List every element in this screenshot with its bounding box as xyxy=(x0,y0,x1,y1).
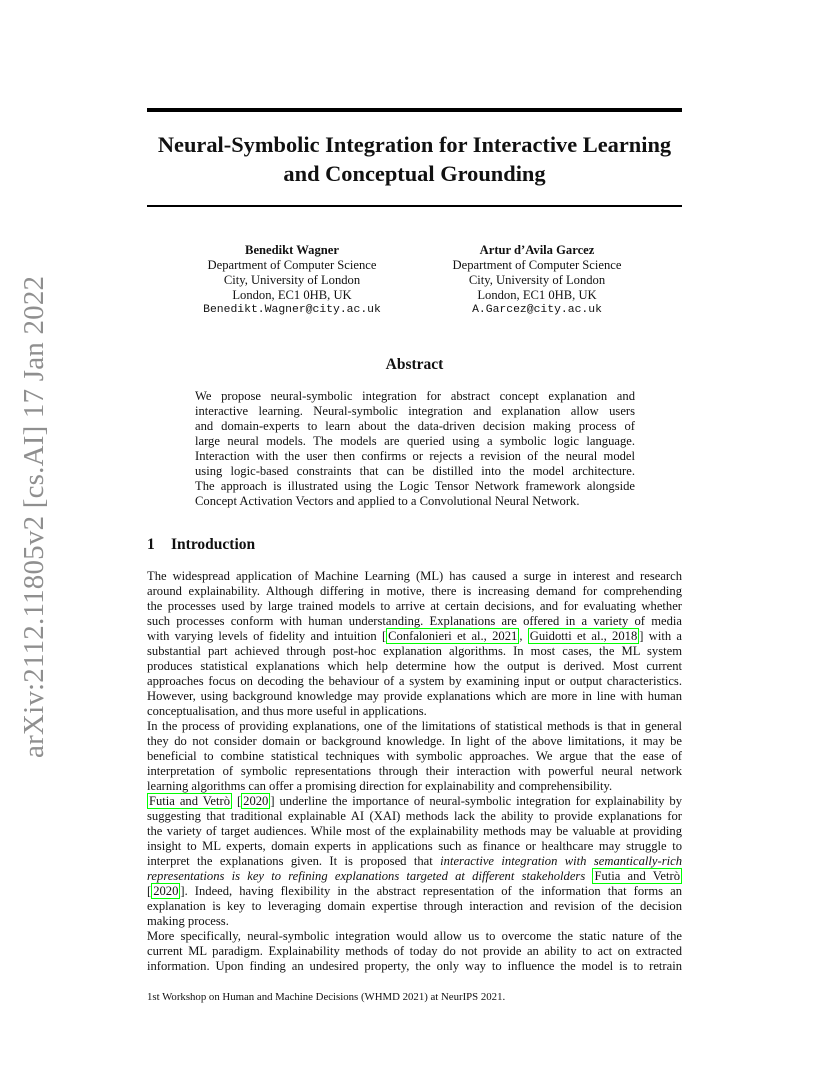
title-bottom-rule xyxy=(147,205,682,207)
author-block-1 xyxy=(172,243,412,318)
author-email[interactable]: Benedikt.Wagner@city.ac.uk xyxy=(203,304,381,316)
body-line: substantial part achieved through post-hoc explanation algorithms. In most cases, the ML system xyxy=(147,644,682,658)
section-title: Introduction xyxy=(171,536,256,553)
author-name: Benedikt Wagner xyxy=(245,243,339,257)
body-line: making process. xyxy=(147,914,229,928)
abstract-line: using logic-based constraints that can be distilled into the model architecture. xyxy=(195,464,635,478)
author-block-2 xyxy=(417,243,657,318)
title-line-1: Neural-Symbolic Integration for Interactive Learning xyxy=(157,132,672,157)
citation-link[interactable]: Futia and Vetrò xyxy=(149,794,231,808)
author-name: Artur d’Avila Garcez xyxy=(479,243,595,257)
body-line-with-citations: [ 2020 ]. Indeed, having flexibility in the abstract representation of the information that forms an xyxy=(147,884,682,898)
citation-link[interactable]: 2020 xyxy=(243,794,269,808)
author-department: Department of Computer Science xyxy=(452,258,622,272)
body-line: More specifically, neural-symbolic integration would allow us to overcome the static nature of the xyxy=(147,929,682,943)
title-top-rule xyxy=(147,108,682,112)
section-number: 1 xyxy=(147,536,155,553)
abstract-line: We propose neural-symbolic integration for abstract concept explanation and xyxy=(195,389,635,403)
introduction-body xyxy=(147,569,682,974)
body-line: explanation is key to leveraging domain expertise through interaction and revision of the decision xyxy=(147,899,682,913)
citation-link[interactable]: 2020 xyxy=(153,884,179,898)
body-line-with-emphasis: interpret the explanations given. It is proposed that interactive integration with semantically-rich xyxy=(147,854,682,868)
abstract-line: large neural models. The models are queried using a symbolic logic language. xyxy=(195,434,635,448)
body-line: learning algorithms can offer a promising direction for explainability and comprehensibility. xyxy=(147,779,613,793)
paper-title xyxy=(147,130,682,188)
body-line: However, using background knowledge may provide explanations which are more in line with human xyxy=(147,689,682,703)
body-line: approaches focus on decoding the behaviour of a system by examining input or output characteristics. xyxy=(147,674,682,688)
body-line: current ML paradigm. Explainability methods of today do not provide an ability to act on extracted xyxy=(147,944,682,958)
body-line-with-citations: Futia and Vetrò [ 2020 ] underline the importance of neural-symbolic integration for explainability by xyxy=(149,794,683,808)
author-institution: City, University of London xyxy=(223,273,361,287)
arxiv-identifier-stamp: arXiv:2112.11805v2 [cs.AI] 17 Jan 2022 xyxy=(18,275,50,758)
body-line: The widespread application of Machine Learning (ML) has caused a surge in interest and research xyxy=(147,569,682,583)
author-email[interactable]: A.Garcez@city.ac.uk xyxy=(472,304,602,316)
abstract-line: and domain-experts to learn about the data-driven decision making process of xyxy=(195,419,635,433)
abstract-heading: Abstract xyxy=(385,356,444,373)
body-line: conceptualisation, and thus more useful in applications. xyxy=(147,704,427,718)
body-line-with-citations: representations is key to refining explanations targeted at different stakeholders Futia and Vetrò xyxy=(147,869,680,883)
body-line: the processes used by large trained models to arrive at certain decisions, and for evaluating whether xyxy=(147,599,682,613)
abstract-line: Interaction with the user then confirms or rejects a revision of the neural model xyxy=(195,449,635,463)
abstract-line: interactive learning. Neural-symbolic integration and explanation allow users xyxy=(195,404,635,418)
citation-link[interactable]: Futia and Vetrò xyxy=(594,869,680,883)
body-line: such processes conform with human understanding. Explanations are offered in a variety of media xyxy=(147,614,682,628)
abstract-line: Concept Activation Vectors and applied to a Convolutional Neural Network. xyxy=(195,494,580,508)
citation-link[interactable]: Confalonieri et al., 2021 xyxy=(388,629,518,643)
author-institution: City, University of London xyxy=(468,273,606,287)
body-line: produces statistical explanations which help determine how the output is derived. Most current xyxy=(147,659,682,673)
body-line: the variety of target audiences. While most of the explainability methods may be valuable at providing xyxy=(147,824,682,838)
abstract-body xyxy=(195,389,635,509)
author-department: Department of Computer Science xyxy=(207,258,377,272)
body-line: they do not consider domain or background knowledge. In light of the above limitations, it may be xyxy=(147,734,682,748)
body-line: information. Upon finding an undesired property, the only way to influence the model is to retrain xyxy=(147,959,682,973)
author-address: London, EC1 0HB, UK xyxy=(232,288,352,302)
body-line: suggesting that traditional explainable AI (XAI) methods lack the ability to provide explanations for xyxy=(147,809,682,823)
title-line-2: and Conceptual Grounding xyxy=(283,161,546,186)
body-line-with-citations: with varying levels of fidelity and intuition [ Confalonieri et al., 2021 , Guidotti et al., 2018 ] with a xyxy=(147,629,682,643)
body-line: In the process of providing explanations, one of the limitations of statistical methods is that in general xyxy=(147,719,682,733)
abstract-line: The approach is illustrated using the Logic Tensor Network framework alongside xyxy=(195,479,635,493)
body-line: interpretation of symbolic representations through their interaction with powerful neural network xyxy=(147,764,682,778)
footnote-workshop: 1st Workshop on Human and Machine Decisions (WHMD 2021) at NeurIPS 2021. xyxy=(147,991,506,1003)
section-heading-introduction xyxy=(147,536,255,554)
body-line: beneficial to combine statistical techniques with symbolic approaches. We argue that the ease of xyxy=(147,749,682,763)
citation-link[interactable]: Guidotti et al., 2018 xyxy=(529,629,638,643)
body-line: around explainability. Although differing in motive, there is increasing demand for comprehending xyxy=(147,584,682,598)
body-line: insight to ML experts, domain experts in applications such as finance or healthcare may struggle to xyxy=(147,839,682,853)
author-address: London, EC1 0HB, UK xyxy=(477,288,597,302)
